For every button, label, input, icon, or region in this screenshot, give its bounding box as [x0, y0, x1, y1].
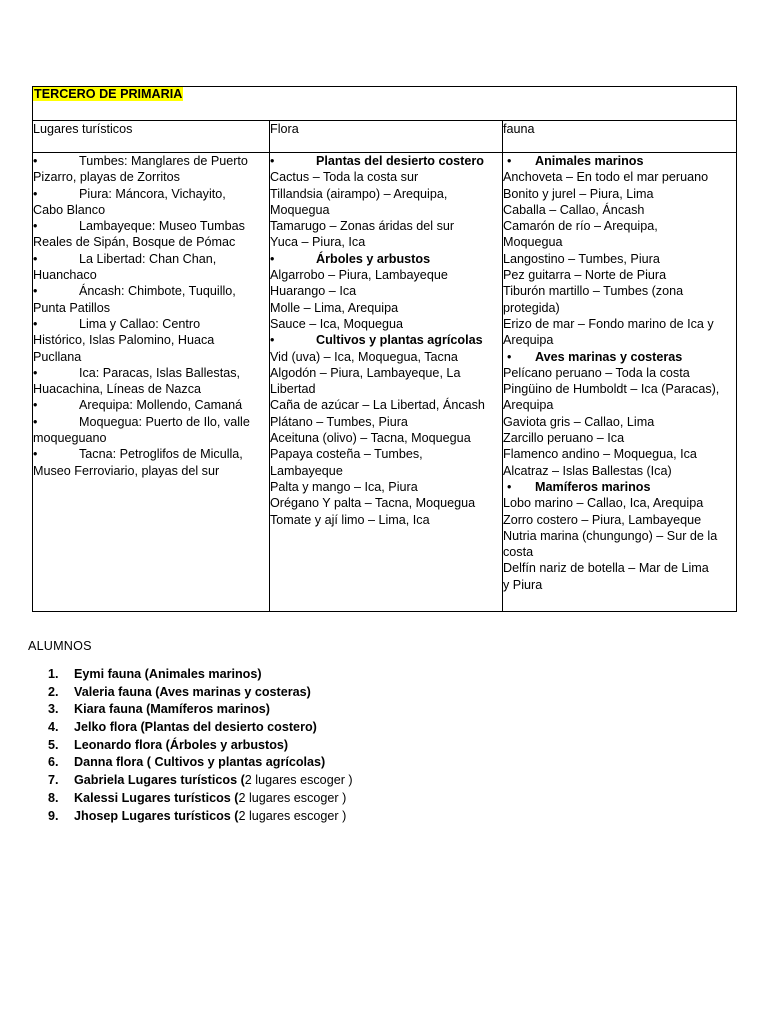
alumno-assignment: Gabriela Lugares turísticos ( — [74, 773, 245, 788]
lugar-line — [33, 300, 269, 316]
bullet-icon: • — [270, 251, 275, 266]
alumno-item — [48, 754, 353, 772]
alumnos-list — [48, 666, 353, 825]
fauna-line: costa — [503, 545, 534, 560]
fauna-line: Flamenco andino – Moquegua, Ica — [503, 447, 697, 462]
alumno-number: 3. — [48, 702, 59, 717]
alumno-assignment: Danna flora ( Cultivos y plantas agrícolas) — [74, 755, 326, 770]
alumno-number: 7. — [48, 773, 59, 788]
fauna-line: Arequipa — [503, 398, 554, 413]
alumno-assignment: Kiara fauna (Mamíferos marinos) — [74, 702, 270, 717]
fauna-category-label: Aves marinas y costeras — [535, 349, 683, 364]
alumno-number: 2. — [48, 684, 59, 699]
lugar-text: Pucllana — [33, 349, 82, 364]
alumno-number: 9. — [48, 808, 59, 823]
flora-line: Algodón – Piura, Lambayeque, La — [270, 365, 461, 380]
flora-line: Sauce – Ica, Moquegua — [270, 316, 404, 331]
bullet-icon: • — [507, 479, 512, 494]
alumno-note: 2 lugares escoger ) — [244, 773, 353, 788]
fauna-line: Langostino – Tumbes, Piura — [503, 251, 660, 266]
flora-line: Cactus – Toda la costa sur — [270, 170, 419, 185]
fauna-line: Zarcillo peruano – Ica — [503, 431, 625, 446]
bullet-icon: • — [33, 154, 38, 168]
alumno-item — [48, 790, 353, 808]
flora-line: Tamarugo – Zonas áridas del sur — [270, 219, 455, 234]
lugar-line — [33, 332, 269, 348]
lugar-text: Moquegua: Puerto de Ilo, valle — [79, 414, 250, 429]
flora-line: Papaya costeña – Tumbes, — [270, 447, 423, 462]
lugar-line — [33, 202, 269, 218]
flora-category-label: Plantas del desierto costero — [316, 154, 484, 168]
alumno-assignment: Jelko flora (Plantas del desierto costero) — [74, 720, 317, 735]
flora-category — [270, 153, 502, 169]
fauna-line: Caballa – Callao, Áncash — [503, 202, 645, 217]
alumno-number: 6. — [48, 755, 59, 770]
alumno-assignment: Kalessi Lugares turísticos ( — [74, 790, 239, 805]
flora-line: Huarango – Ica — [270, 284, 357, 299]
bullet-icon: • — [33, 219, 38, 234]
lugar-text: Piura: Máncora, Vichayito, — [79, 186, 226, 201]
lugares-column — [33, 153, 270, 612]
flora-line: Lambayeque — [270, 463, 343, 478]
lugar-text: Ica: Paracas, Islas Ballestas, — [79, 365, 240, 380]
flora-line: Palta y mango – Ica, Piura — [270, 479, 418, 494]
lugar-text: Lambayeque: Museo Tumbas — [79, 219, 245, 234]
alumno-item — [48, 808, 353, 826]
lugar-text: Huanchaco — [33, 268, 97, 283]
lugar-line — [33, 430, 269, 446]
table-title: TERCERO DE PRIMARIA — [34, 87, 183, 101]
flora-line: Orégano Y palta – Tacna, Moquegua — [270, 496, 476, 511]
header-flora: Flora — [270, 121, 503, 153]
lugar-line — [33, 251, 269, 267]
flora-line: Tomate y ají limo – Lima, Ica — [270, 512, 430, 527]
flora-category-label: Árboles y arbustos — [316, 251, 431, 266]
alumno-assignment: Jhosep Lugares turísticos ( — [74, 808, 239, 823]
fauna-line: Erizo de mar – Fondo marino de Ica y — [503, 316, 714, 331]
fauna-line: Gaviota gris – Callao, Lima — [503, 414, 655, 429]
lugar-text: Tacna: Petroglifos de Miculla, — [79, 447, 243, 462]
lugar-line — [33, 414, 269, 430]
lugar-text: Histórico, Islas Palomino, Huaca — [33, 333, 215, 348]
flora-line: Plátano – Tumbes, Piura — [270, 414, 408, 429]
lugar-line — [33, 283, 269, 299]
fauna-line: Pez guitarra – Norte de Piura — [503, 268, 667, 283]
alumno-item — [48, 719, 353, 737]
fauna-category — [503, 349, 736, 365]
bullet-icon: • — [33, 251, 38, 266]
fauna-line: y Piura — [503, 577, 543, 592]
fauna-column — [503, 153, 737, 612]
flora-line: Moquegua — [270, 202, 330, 217]
lugar-line — [33, 218, 269, 234]
lugar-line — [33, 316, 269, 332]
lugar-text: Lima y Callao: Centro — [79, 316, 201, 331]
lugar-line — [33, 267, 269, 283]
fauna-line: Moquegua — [503, 235, 563, 250]
bullet-icon: • — [507, 154, 512, 168]
table-title-cell — [33, 87, 737, 121]
lugar-text: Tumbes: Manglares de Puerto — [79, 154, 248, 168]
lugar-line — [33, 397, 269, 413]
lugar-line — [33, 186, 269, 202]
fauna-line: Pingüino de Humboldt – Ica (Paracas), — [503, 382, 720, 397]
fauna-line: Arequipa — [503, 333, 554, 348]
lugar-line — [33, 381, 269, 397]
flora-column — [270, 153, 503, 612]
fauna-line: Camarón de río – Arequipa, — [503, 219, 658, 234]
alumnos-heading: ALUMNOS — [28, 639, 92, 653]
bullet-icon: • — [33, 186, 38, 201]
flora-line: Yuca – Piura, Ica — [270, 235, 366, 250]
lugar-line — [33, 349, 269, 365]
bullet-icon: • — [33, 284, 38, 299]
lugar-text: Huacachina, Líneas de Nazca — [33, 382, 202, 397]
fauna-line: Bonito y jurel – Piura, Lima — [503, 186, 654, 201]
fauna-category-label: Animales marinos — [535, 154, 644, 168]
alumno-note: 2 lugares escoger ) — [238, 808, 347, 823]
lugar-text: Museo Ferroviario, playas del sur — [33, 463, 220, 478]
alumno-number: 1. — [48, 667, 59, 681]
alumno-item — [48, 701, 353, 719]
lugar-text: Arequipa: Mollendo, Camaná — [79, 398, 243, 413]
lugar-text: Cabo Blanco — [33, 202, 106, 217]
flora-category — [270, 251, 502, 267]
fauna-category-label: Mamíferos marinos — [535, 479, 651, 494]
alumno-assignment: Valeria fauna (Aves marinas y costeras) — [74, 684, 311, 699]
lugar-text: Punta Patillos — [33, 300, 111, 315]
fauna-line: Alcatraz – Islas Ballestas (Ica) — [503, 463, 672, 478]
flora-line: Vid (uva) – Ica, Moquegua, Tacna — [270, 349, 458, 364]
flora-line: Algarrobo – Piura, Lambayeque — [270, 268, 448, 283]
fauna-line: Pelícano peruano – Toda la costa — [503, 365, 690, 380]
bullet-icon: • — [270, 154, 275, 168]
alumno-item — [48, 772, 353, 790]
lugar-text: Pizarro, playas de Zorritos — [33, 170, 180, 185]
bullet-icon: • — [33, 414, 38, 429]
bullet-icon: • — [33, 447, 38, 462]
flora-line: Aceituna (olivo) – Tacna, Moquegua — [270, 431, 471, 446]
alumno-item — [48, 684, 353, 702]
bullet-icon: • — [33, 316, 38, 331]
flora-category — [270, 332, 502, 348]
alumno-number: 5. — [48, 737, 59, 752]
alumno-assignment: Leonardo flora (Árboles y arbustos) — [74, 737, 289, 752]
bullet-icon: • — [270, 333, 275, 348]
lugar-line — [33, 446, 269, 462]
flora-line: Molle – Lima, Arequipa — [270, 300, 399, 315]
fauna-line: Delfín nariz de botella – Mar de Lima — [503, 561, 709, 576]
flora-line: Caña de azúcar – La Libertad, Áncash — [270, 398, 485, 413]
flora-line: Libertad — [270, 382, 316, 397]
alumno-note: 2 lugares escoger ) — [238, 790, 347, 805]
fauna-category — [503, 479, 736, 495]
bullet-icon: • — [33, 365, 38, 380]
alumno-number: 4. — [48, 720, 59, 735]
lugar-line — [33, 169, 269, 185]
flora-line: Tillandsia (airampo) – Arequipa, — [270, 186, 448, 201]
bullet-icon: • — [33, 398, 38, 413]
fauna-line: Lobo marino – Callao, Ica, Arequipa — [503, 496, 704, 511]
header-fauna: fauna — [503, 121, 737, 153]
fauna-category — [503, 153, 736, 169]
lugar-line — [33, 365, 269, 381]
alumno-assignment: Eymi fauna (Animales marinos) — [74, 667, 262, 681]
alumno-item — [48, 666, 353, 684]
fauna-line: protegida) — [503, 300, 560, 315]
fauna-line: Anchoveta – En todo el mar peruano — [503, 170, 709, 185]
flora-category-label: Cultivos y plantas agrícolas — [316, 333, 483, 348]
lugar-text: Áncash: Chimbote, Tuquillo, — [79, 284, 236, 299]
bullet-icon: • — [507, 349, 512, 364]
fauna-line: Nutria marina (chungungo) – Sur de la — [503, 528, 718, 543]
lugar-line — [33, 463, 269, 479]
lugar-text: La Libertad: Chan Chan, — [79, 251, 217, 266]
lugar-line — [33, 153, 269, 169]
grade-table — [32, 86, 737, 612]
header-lugares: Lugares turísticos — [33, 121, 270, 153]
fauna-line: Tiburón martillo – Tumbes (zona — [503, 284, 684, 299]
lugar-text: Reales de Sipán, Bosque de Pómac — [33, 235, 236, 250]
lugar-line — [33, 234, 269, 250]
fauna-line: Zorro costero – Piura, Lambayeque — [503, 512, 702, 527]
lugar-text: moqueguano — [33, 431, 107, 446]
alumno-item — [48, 737, 353, 755]
alumno-number: 8. — [48, 790, 59, 805]
